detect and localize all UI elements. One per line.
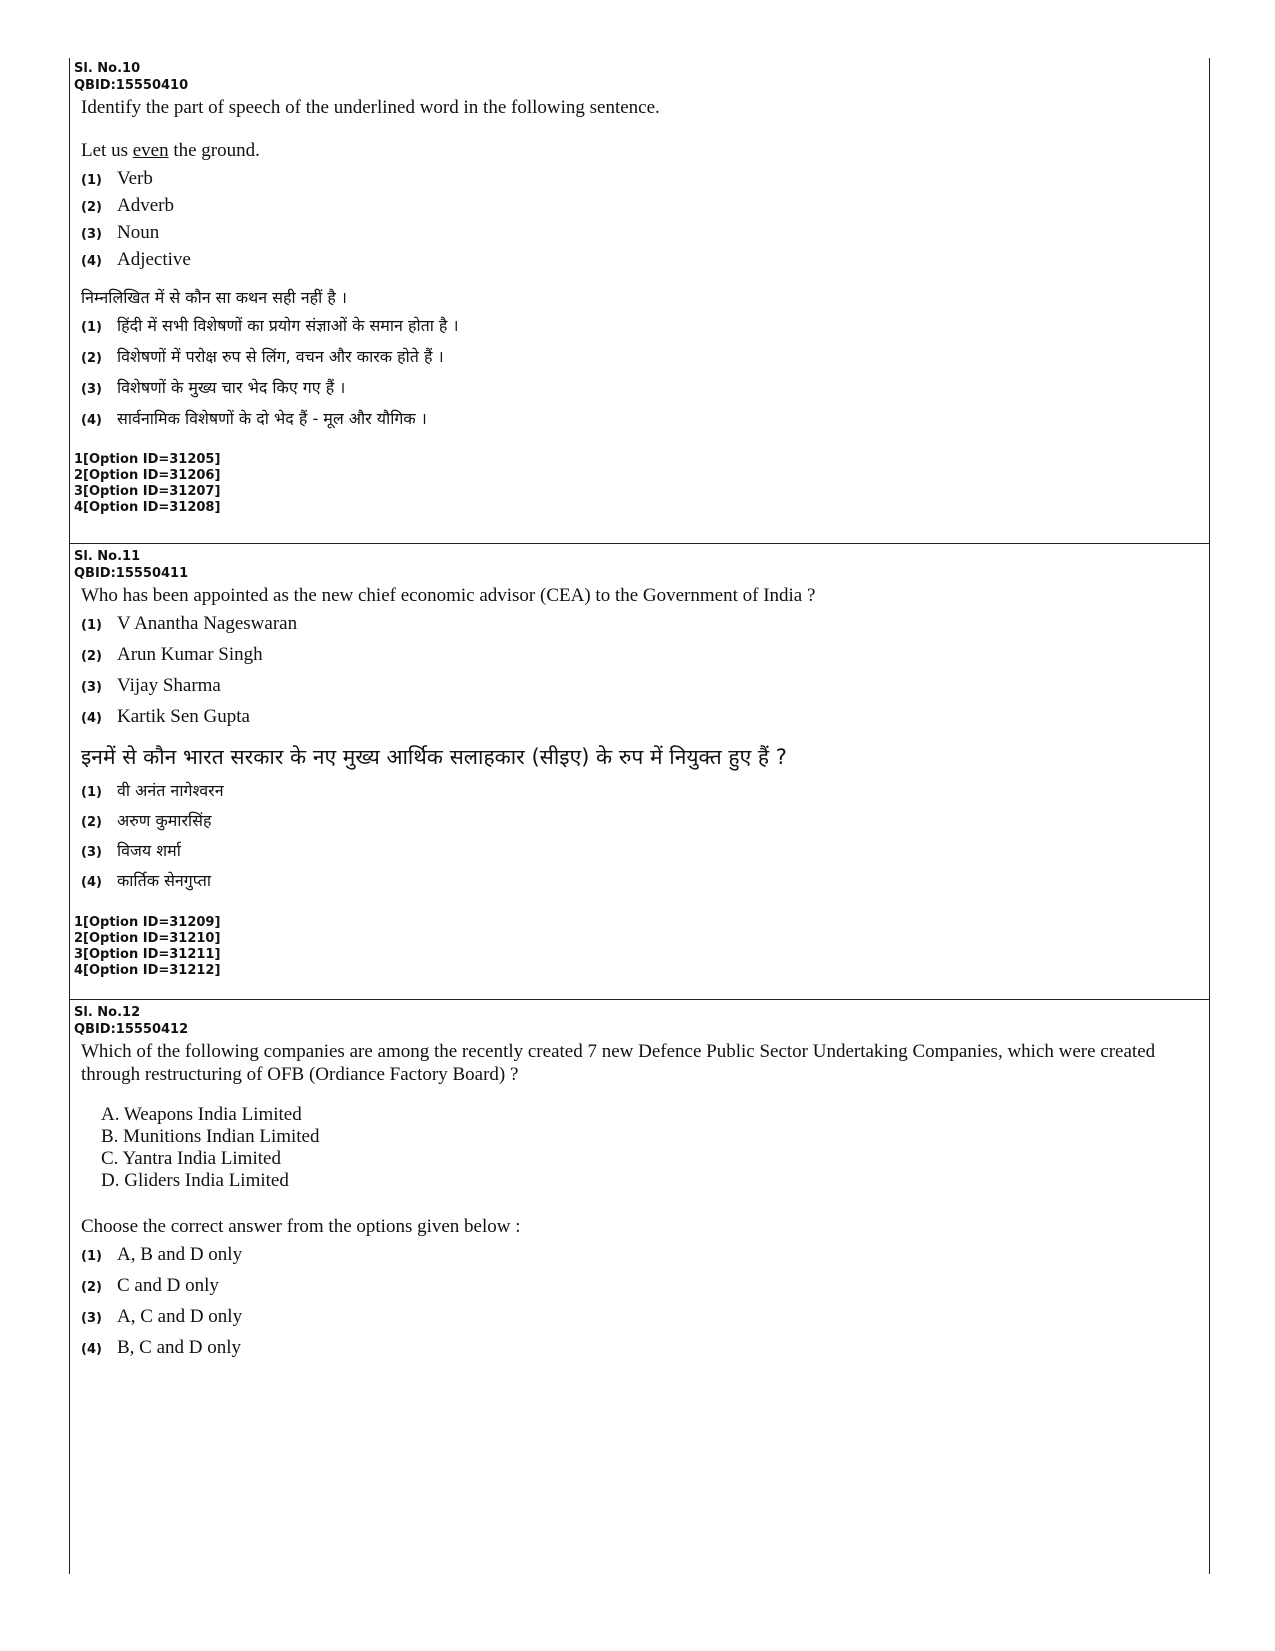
option-number: (3) [81, 680, 102, 695]
sentence-start: Let us [81, 140, 133, 161]
option-4-hindi[interactable] [81, 407, 1204, 438]
divider-q10-q11 [69, 543, 1210, 544]
choose-instruction: Choose the correct answer from the options given below : [81, 1216, 521, 1237]
option-id-3: 3[Option ID=31207] [74, 484, 221, 499]
option-number: (3) [81, 382, 102, 397]
option-3[interactable] [81, 675, 1204, 706]
option-text: Vijay Sharma [117, 675, 221, 696]
option-number: (1) [81, 618, 102, 633]
qbid: QBID:15550410 [74, 78, 189, 93]
option-1-hindi[interactable] [81, 314, 1204, 345]
question-stem: Who has been appointed as the new chief economic advisor (CEA) to the Government of India ? [81, 585, 816, 606]
hindi-options [74, 314, 1204, 438]
option-id-4: 4[Option ID=31208] [74, 500, 221, 515]
option-number: (3) [81, 845, 102, 860]
option-number: (4) [81, 875, 102, 890]
serial-number: Sl. No.10 [74, 61, 141, 76]
option-number: (2) [81, 200, 102, 215]
question-12 [74, 1004, 1204, 1368]
qbid: QBID:15550411 [74, 566, 189, 581]
underlined-word: even [132, 140, 169, 161]
option-2[interactable] [81, 1275, 1204, 1306]
option-3[interactable] [81, 222, 1204, 249]
option-text: Adjective [117, 249, 191, 270]
option-number: (4) [81, 711, 102, 726]
option-text: अरुण कुमारसिंह [117, 811, 212, 830]
option-4-hindi[interactable] [81, 869, 1204, 899]
option-text: विशेषणों में परोक्ष रुप से लिंग, वचन और कारक होते हैं । [117, 347, 444, 366]
question-stem: Which of the following companies are among the recently created 7 new Defence Public Sector Undertaking Companies, which were created through restructuring of OFB (Ordiance Factory Board) ? [81, 1041, 1156, 1085]
english-options [74, 613, 1204, 737]
option-ids [74, 452, 1204, 516]
option-id-3: 3[Option ID=31211] [74, 947, 221, 962]
option-text: A, C and D only [117, 1306, 243, 1327]
question-stem-hindi: निम्नलिखित में से कौन सा कथन सही नहीं है । [81, 288, 347, 307]
list-item: A. Weapons India Limited [101, 1104, 302, 1125]
question-stem-hindi: इनमें से कौन भारत सरकार के नए मुख्य आर्थिक सलाहकार (सीइए) के रुप में नियुक्त हुए हैं ? [81, 745, 787, 769]
option-text: Verb [117, 168, 153, 189]
option-2[interactable] [81, 195, 1204, 222]
option-4[interactable] [81, 1337, 1204, 1368]
option-text: सार्वनामिक विशेषणों के दो भेद हैं - मूल और यौगिक । [117, 409, 427, 428]
option-number: (2) [81, 351, 102, 366]
option-text: C and D only [117, 1275, 219, 1296]
option-1[interactable] [81, 613, 1204, 644]
option-ids [74, 915, 1204, 979]
option-3-hindi[interactable] [81, 839, 1204, 869]
option-number: (2) [81, 1280, 102, 1295]
option-3[interactable] [81, 1306, 1204, 1337]
example-sentence [81, 139, 1204, 162]
list-item: C. Yantra India Limited [101, 1148, 281, 1169]
option-text: Kartik Sen Gupta [117, 706, 250, 727]
option-text: V Anantha Nageswaran [117, 613, 298, 634]
option-number: (2) [81, 815, 102, 830]
option-3-hindi[interactable] [81, 376, 1204, 407]
option-number: (4) [81, 1342, 102, 1357]
option-2[interactable] [81, 644, 1204, 675]
option-number: (4) [81, 254, 102, 269]
option-text: हिंदी में सभी विशेषणों का प्रयोग संज्ञाओं के समान होता है । [117, 316, 459, 335]
option-4[interactable] [81, 706, 1204, 737]
option-number: (3) [81, 1311, 102, 1326]
english-options [74, 1244, 1204, 1368]
option-id-1: 1[Option ID=31205] [74, 452, 221, 467]
option-2-hindi[interactable] [81, 345, 1204, 376]
divider-q11-q12 [69, 999, 1210, 1000]
option-number: (4) [81, 413, 102, 428]
option-number: (1) [81, 173, 102, 188]
option-text: कार्तिक सेनगुप्ता [117, 871, 211, 890]
option-text: विजय शर्मा [117, 841, 181, 860]
option-number: (1) [81, 1249, 102, 1264]
option-number: (1) [81, 320, 102, 335]
option-number: (3) [81, 227, 102, 242]
serial-number: Sl. No.11 [74, 549, 141, 564]
option-text: वी अनंत नागेश्वरन [117, 781, 224, 800]
option-1-hindi[interactable] [81, 779, 1204, 809]
option-text: विशेषणों के मुख्य चार भेद किए गए हैं । [117, 378, 346, 397]
question-stem: Identify the part of speech of the underlined word in the following sentence. [81, 97, 660, 118]
hindi-options [74, 779, 1204, 899]
option-id-2: 2[Option ID=31206] [74, 468, 221, 483]
option-text: Noun [117, 222, 160, 243]
company-list [101, 1104, 1204, 1192]
option-id-2: 2[Option ID=31210] [74, 931, 221, 946]
left-border [69, 58, 70, 1574]
option-id-4: 4[Option ID=31212] [74, 963, 221, 978]
list-item: D. Gliders India Limited [101, 1170, 289, 1191]
option-text: A, B and D only [117, 1244, 243, 1265]
serial-number: Sl. No.12 [74, 1005, 141, 1020]
question-11 [74, 548, 1204, 979]
option-number: (1) [81, 785, 102, 800]
option-2-hindi[interactable] [81, 809, 1204, 839]
list-item: B. Munitions Indian Limited [101, 1126, 320, 1147]
right-border [1209, 58, 1210, 1574]
sentence-end: the ground. [168, 140, 260, 161]
option-id-1: 1[Option ID=31209] [74, 915, 221, 930]
option-4[interactable] [81, 249, 1204, 276]
option-text: B, C and D only [117, 1337, 242, 1358]
qbid: QBID:15550412 [74, 1022, 189, 1037]
option-text: Arun Kumar Singh [117, 644, 263, 665]
option-text: Adverb [117, 195, 174, 216]
option-1[interactable] [81, 1244, 1204, 1275]
question-10 [74, 60, 1204, 516]
option-number: (2) [81, 649, 102, 664]
english-options [74, 168, 1204, 276]
option-1[interactable] [81, 168, 1204, 195]
